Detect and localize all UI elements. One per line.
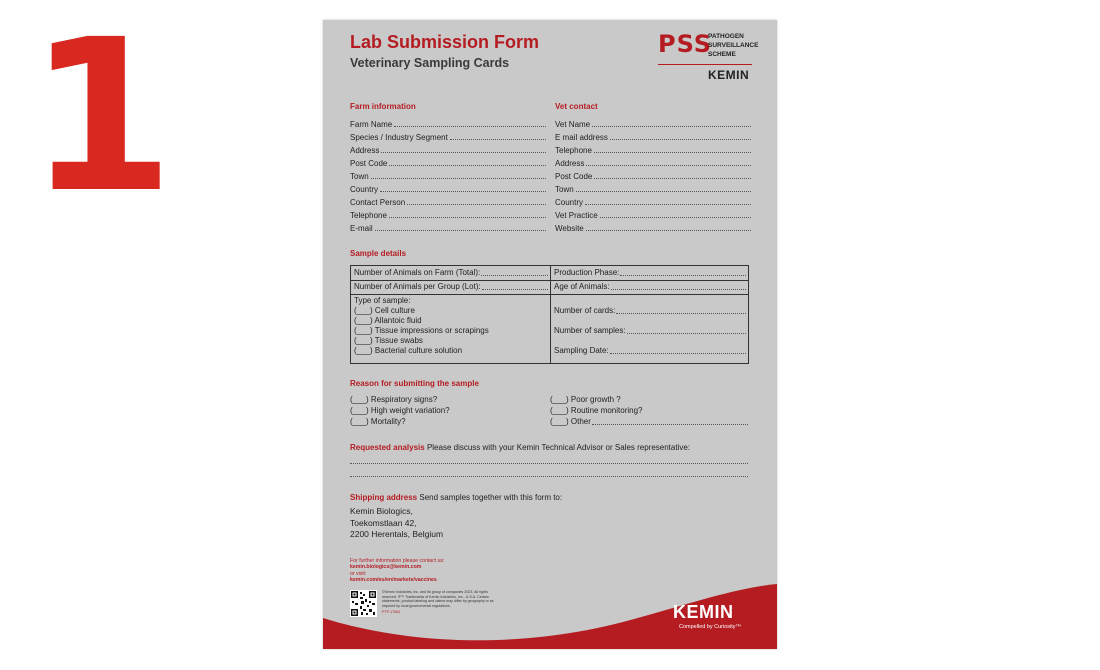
kemin-logo-footer: KEMIN [673,602,734,622]
lab-submission-form-sheet [323,20,777,649]
requested-analysis-line: Requested analysis Please discuss with your Kemin Technical Advisor or Sales representative: [350,443,691,452]
sampling-date-cell[interactable]: Sampling Date: [554,346,746,356]
contact-person-field[interactable]: Contact Person [350,197,546,208]
reason-heading: Reason for submitting the sample [350,379,479,388]
sample-type-tissue-swabs[interactable]: (___) Tissue swabs [354,336,423,345]
vet-telephone-field[interactable]: Telephone [555,145,751,156]
kemin-tagline: Compelled by Curiosity™ [679,624,742,630]
reason-high-weight-variation[interactable]: (___) High weight variation? [350,406,450,415]
sample-type-tissue-impressions[interactable]: (___) Tissue impressions or scrapings [354,326,489,335]
farm-email-field[interactable]: E-mail [350,223,546,234]
sample-type-allantoic-fluid[interactable]: (___) Allantoic fluid [354,316,422,325]
form-title: Lab Submission Form [350,32,540,52]
production-phase-cell[interactable]: Production Phase: [554,268,746,278]
shipping-address-line: Shipping address Send samples together with this form to: [350,493,563,502]
shipping-line-1: Kemin Biologics, [350,506,413,516]
vet-practice-field[interactable]: Vet Practice [555,210,751,221]
farm-town-field[interactable]: Town [350,171,546,182]
vet-website-field[interactable]: Website [555,223,751,234]
reason-other[interactable]: (___) Other [550,417,748,427]
legal-text: ©Kemin Industries, Inc. and its group of companies 2023. All rights reserved. ®™ Trademarks of Kemin Industries, Inc., U.S.A. Certain statements, product labeling and claims may differ by geography or as required by local governmental regulations. PTP-17064 [382,590,494,615]
vet-name-field[interactable]: Vet Name [555,119,751,130]
sample-details-heading: Sample details [350,249,407,258]
vet-post-code-field[interactable]: Post Code [555,171,751,182]
vet-country-field[interactable]: Country [555,197,751,208]
vet-address-field[interactable]: Address [555,158,751,169]
pss-mark: PSS [658,30,713,58]
animals-per-group-cell[interactable]: Number of Animals per Group (Lot): [354,282,548,292]
step-number: 1 [28,0,175,239]
shipping-address-block [350,506,443,541]
number-of-samples-cell[interactable]: Number of samples: [554,326,746,336]
vet-email-field[interactable]: E mail address [555,132,751,143]
sample-type-cell-culture[interactable]: (___) Cell culture [354,306,415,315]
farm-telephone-field[interactable]: Telephone [350,210,546,221]
farm-info-heading: Farm information [350,102,416,111]
farm-country-field[interactable]: Country [350,184,546,195]
farm-name-field[interactable]: Farm Name [350,119,546,130]
shipping-line-3: 2200 Herentals, Belgium [350,529,444,539]
form-subtitle: Veterinary Sampling Cards [350,56,510,70]
shipping-line-2: Toekomstlaan 42, [350,517,417,528]
requested-analysis-input-line-1[interactable] [350,463,748,464]
vet-contact-heading: Vet contact [555,102,598,111]
reason-mortality[interactable]: (___) Mortality? [350,417,406,426]
requested-analysis-input-line-2[interactable] [350,476,748,477]
reason-poor-growth[interactable]: (___) Poor growth ? [550,395,621,404]
species-field[interactable]: Species / Industry Segment [350,132,546,143]
sample-type-bacterial-culture[interactable]: (___) Bacterial culture solution [354,346,463,355]
vet-town-field[interactable]: Town [555,184,751,195]
reason-routine-monitoring[interactable]: (___) Routine monitoring? [550,406,643,415]
type-of-sample-label: Type of sample: [354,296,411,305]
kemin-logo-top: KEMIN [708,68,750,82]
farm-address-field[interactable]: Address [350,145,546,156]
reason-respiratory-signs[interactable]: (___) Respiratory signs? [350,395,438,404]
contact-url-link[interactable]: kemin.com/eu/en/markets/vaccines [350,577,437,584]
pss-divider [658,64,752,65]
animals-total-cell[interactable]: Number of Animals on Farm (Total): [354,268,548,278]
contact-footer: For further information please contact us: kemin.biologics@kemin.com or visit: kemin.com/eu/en/markets/vaccines [350,558,445,584]
farm-post-code-field[interactable]: Post Code [350,158,546,169]
age-of-animals-cell[interactable]: Age of Animals: [554,282,746,292]
pss-scheme-text: PATHOGEN SURVEILLANCE SCHEME [708,33,759,58]
contact-email-link[interactable]: kemin.biologics@kemin.com [350,564,422,571]
number-of-cards-cell[interactable]: Number of cards: [554,306,746,316]
sample-details-table [350,265,749,364]
